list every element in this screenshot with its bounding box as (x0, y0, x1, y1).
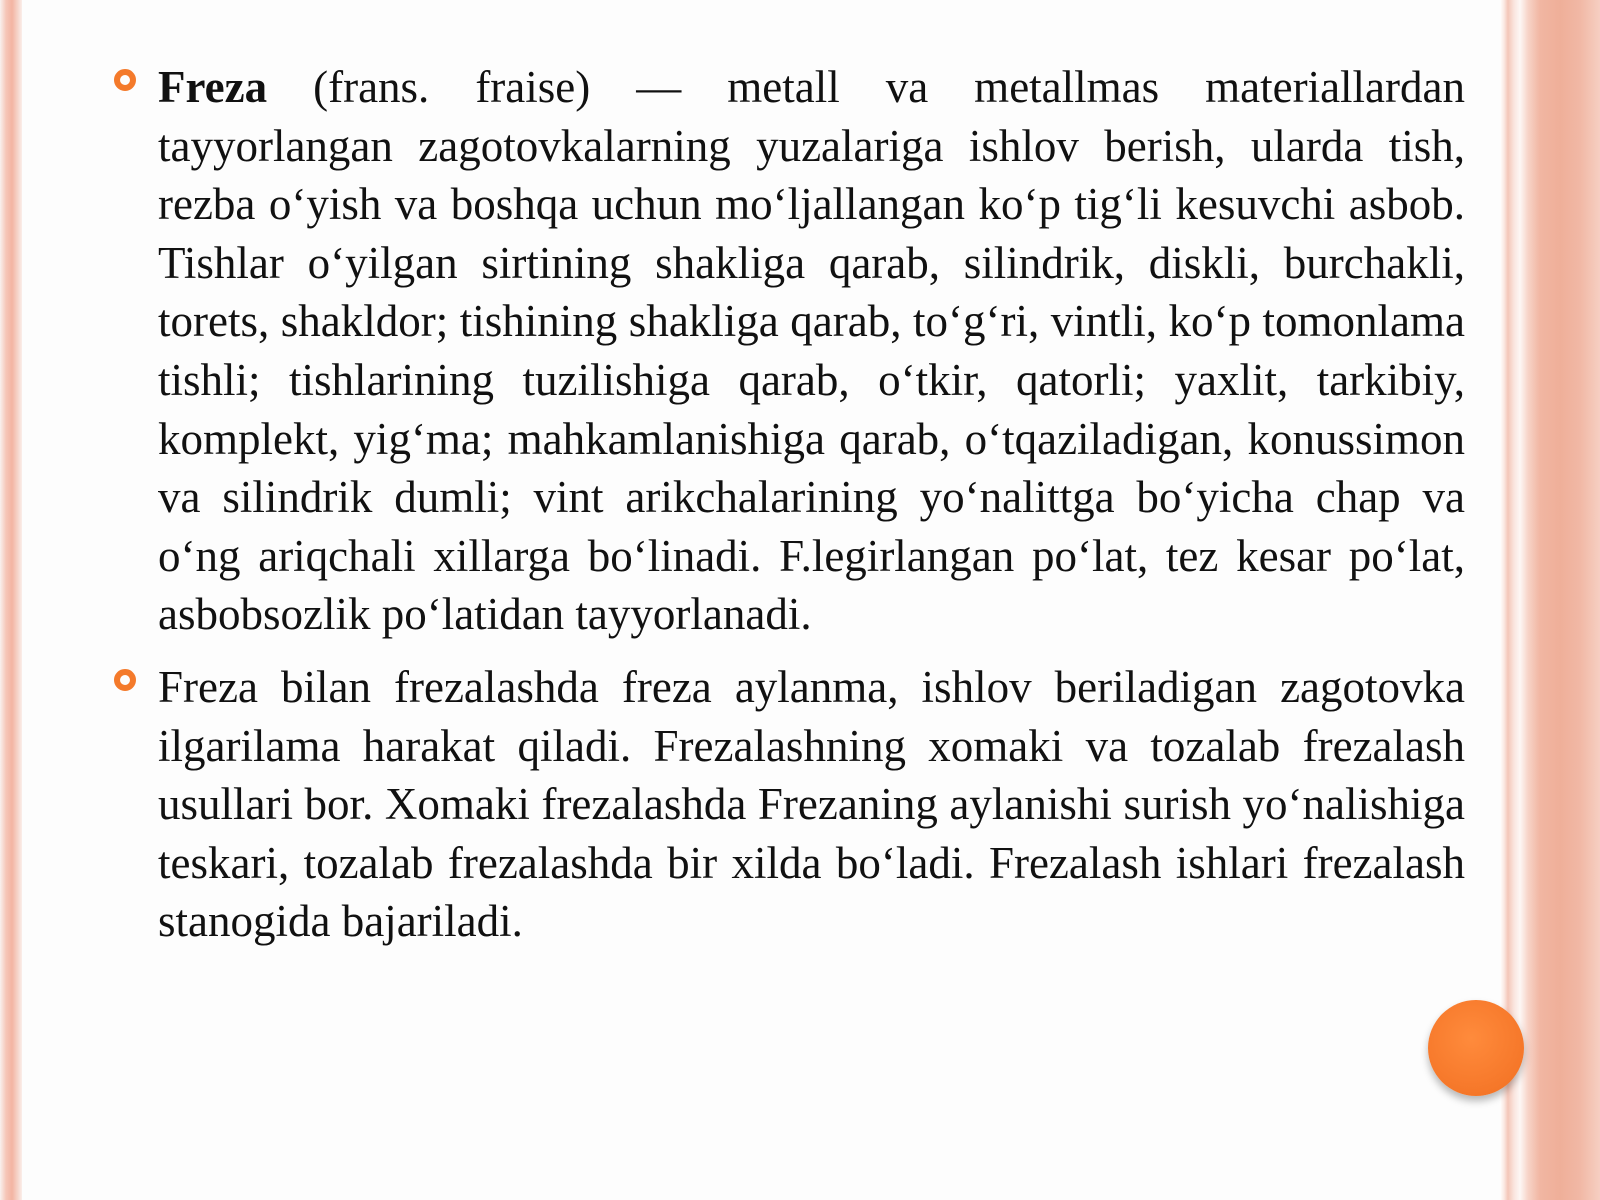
bullet-text: (frans. fraise) — metall va metallmas materiallardan tayyorlangan zagotovkalarning yuzalariga ishlov berish, ularda tish, rezba o‘yish va boshqa uchun mo‘ljallangan ko‘p tig‘li kesuvchi asbob. Tishlar o‘yilgan sirtining shakliga qarab, silindrik, diskli, burchakli, torets, shakldor; tishining shakliga qarab, to‘g‘ri, vintli, ko‘p tomonlama tishli; tishlarining tuzilishiga qarab, o‘tkir, qatorli; yaxlit, tarkibiy, komplekt, yig‘ma; mahkamlanishiga qarab, o‘tqaziladigan, konussimon va silindrik dumli; vint arikchalarining yo‘nalittga bo‘yicha chap va o‘ng ariqchali xillarga bo‘linadi. F.legirlangan po‘lat, tez kesar po‘lat, asbobsozlik po‘latidan tayyorlanadi. (158, 62, 1465, 640)
ring-bullet-icon (114, 69, 136, 91)
slide-body (110, 58, 1465, 965)
bullet-item-frezalash (110, 658, 1465, 951)
left-decorative-stripe (0, 0, 22, 1200)
ring-bullet-icon (114, 669, 136, 691)
bullet-item-freza-definition (110, 58, 1465, 644)
orange-circle-decoration (1428, 1000, 1524, 1096)
bullet-term: Freza (158, 62, 268, 112)
bullet-text: Freza bilan frezalashda freza aylanma, ishlov beriladigan zagotovka ilgarilama harakat qiladi. Frezalashning xomaki va tozalab frezalash usullari bor. Xomaki frezalashda Frezaning aylanishi surish yo‘nalishiga teskari, tozalab frezalashda bir xilda bo‘ladi. Frezalash ishlari frezalash stanogida bajariladi. (158, 661, 1465, 947)
